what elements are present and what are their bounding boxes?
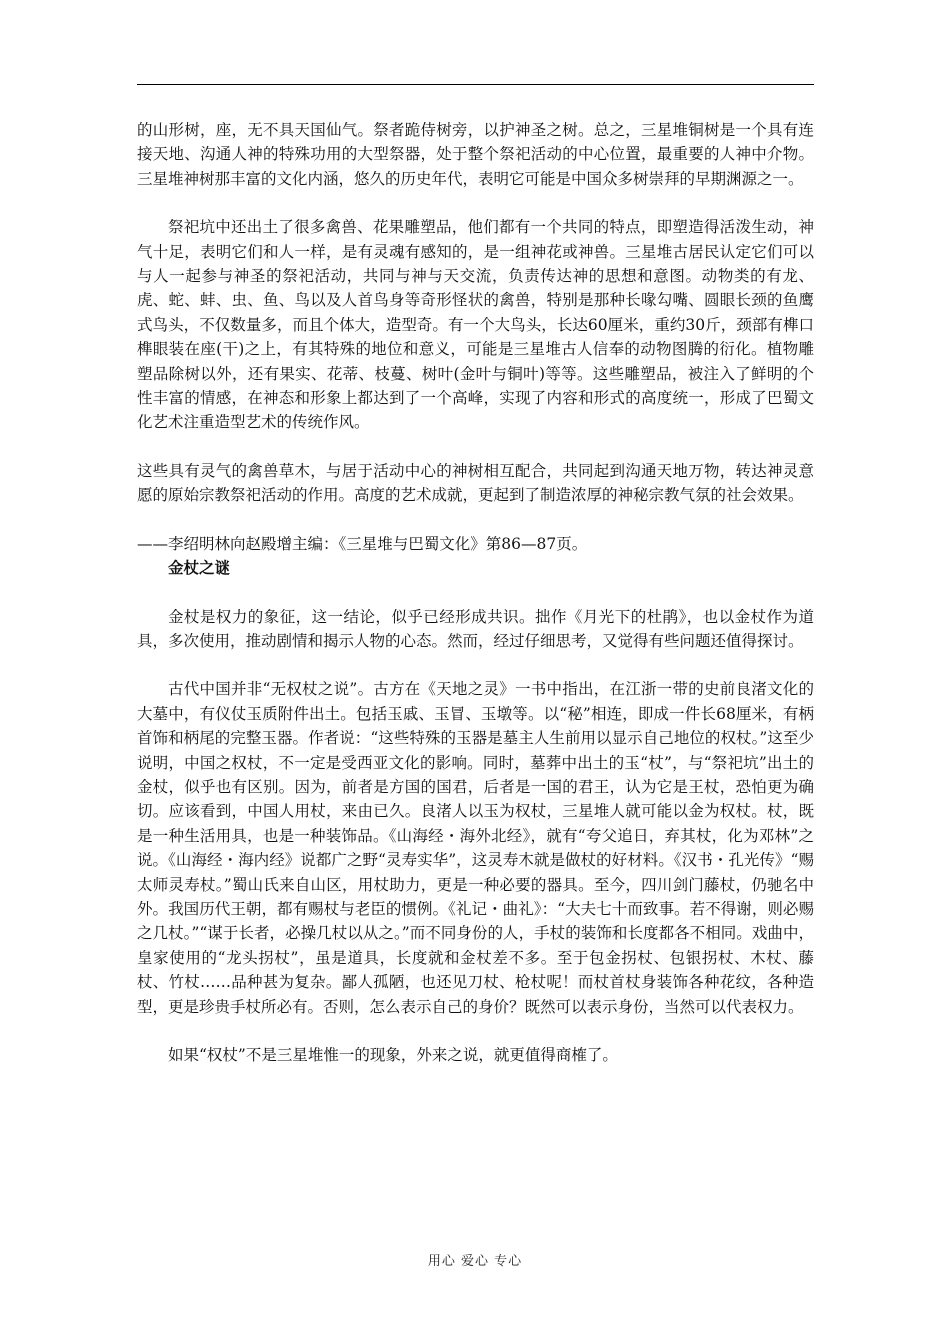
paragraph-spirit-creatures-role: 这些具有灵气的禽兽草木，与居于活动中心的神树相互配合，共同起到沟通天地万物，转达神灵意愿的原始宗教祭祀活动的作用。高度的艺术成就，更起到了制造浓厚的神秘宗教气氛的社会效果。 [137,461,814,505]
paragraph-animal-plant-sculptures: 祭祀坑中还出土了很多禽兽、花果雕塑品，他们都有一个共同的特点，即塑造得活泼生动，神气十足，表明它们和人一样，是有灵魂有感知的，是一组神花或神兽。三星堆古居民认定它们可以与人一起参与神圣的祭祀活动，共同与神与天交流，负责传达神的思想和意图。动物类的有龙、虎、蛇、蚌、虫、鱼、鸟以及人首鸟身等奇形怪状的禽兽，特别是那种长喙勾嘴、圆眼长颈的鱼鹰式鸟头，不仅数量多，而且个体大，造型奇。有一个大鸟头，长达60厘米，重约30斤，颈部有榫口榫眼装在座(干)之上，有其特殊的地位和意义，可能是三星堆古人信奉的动物图腾的衍化。植物雕塑品除树以外，还有果实、花蒂、枝蔓、树叶(金叶与铜叶)等等。这些雕塑品，被注入了鲜明的个性丰富的情感，在神态和形象上都达到了一个高峰，实现了内容和形式的高度统一，形成了巴蜀文化艺术注重造型艺术的传统作风。 [137,218,814,432]
document-body [137,118,814,1067]
paragraph-golden-staff-intro: 金杖是权力的象征，这一结论，似乎已经形成共识。拙作《月光下的杜鹃》，也以金杖作为道具，多次使用，推动剧情和揭示人物的心态。然而，经过仔细思考，又觉得有些问题还值得探讨。 [137,607,814,650]
paragraph-sacred-tree-conclusion: 的山形树，座，无不具天国仙气。祭者跪侍树旁，以护神圣之树。总之，三星堆铜树是一个具有连接天地、沟通人神的特殊功用的大型祭器，处于整个祭祀活动的中心位置，最重要的人神中介物。三星堆神树那丰富的文化内涵，悠久的历史年代，表明它可能是中国众多树崇拜的早期渊源之一。 [137,121,814,188]
header-rule [137,84,814,85]
paragraph-ancient-china-staff: 古代中国并非“无权杖之说”。古方在《天地之灵》一书中指出，在江浙一带的史前良渚文化的大墓中，有仪仗玉质附件出土。包括玉戚、玉冒、玉墩等。以“秘”相连，即成一件长68厘米，有柄首饰和柄尾的完整玉器。作者说：“这些特殊的玉器是墓主人生前用以显示自己地位的权杖。”这至少说明，中国之权杖，不一定是受西亚文化的影响。同时，墓葬中出土的玉“杖”，与“祭祀坑”出土的金杖，似乎也有区别。因为，前者是方国的国君，后者是一国的君王，认为它是王杖，恐怕更为确切。应该看到，中国人用杖，来由已久。良渚人以玉为权杖，三星堆人就可能以金为权杖。杖，既是一种生活用具，也是一种装饰品。《山海经・海外北经》，就有“夸父追日，弃其杖，化为邓林”之说。《山海经・海内经》说都广之野“灵寿实华”，这灵寿木就是做杖的好材料。《汉书・孔光传》“赐太师灵寿杖。”蜀山氏来自山区，用杖助力，更是一种必要的器具。至今，四川剑门藤杖，仍驰名中外。我国历代王朝，都有赐杖与老臣的惯例。《礼记・曲礼》：“大夫七十而致事。若不得谢，则必赐之几杖。”“谋于长者，必操几杖以从之。”而不同身份的人，手杖的装饰和长度都各不相同。戏曲中，皇家使用的“龙头拐杖”，虽是道具，长度就和金杖差不多。至于包金拐杖、包银拐杖、木杖、藤杖、竹杖……品种甚为复杂。鄙人孤陋，也还见刀杖、枪杖呢！而杖首杖身装饰各种花纹，各种造型，更是珍贵手杖所必有。否则，怎么表示自己的身价？既然可以表示身份，当然可以代表权力。 [137,680,814,1016]
page-footer: 用心 爱心 专心 [427,1254,523,1269]
section-heading-golden-staff: 金杖之谜 [168,558,231,578]
citation-source: ——李绍明林向赵殿增主编：《三星堆与巴蜀文化》第86—87页。 [137,534,588,553]
paragraph-conclusion: 如果“权杖”不是三星堆惟一的现象，外来之说，就更值得商榷了。 [168,1046,618,1064]
